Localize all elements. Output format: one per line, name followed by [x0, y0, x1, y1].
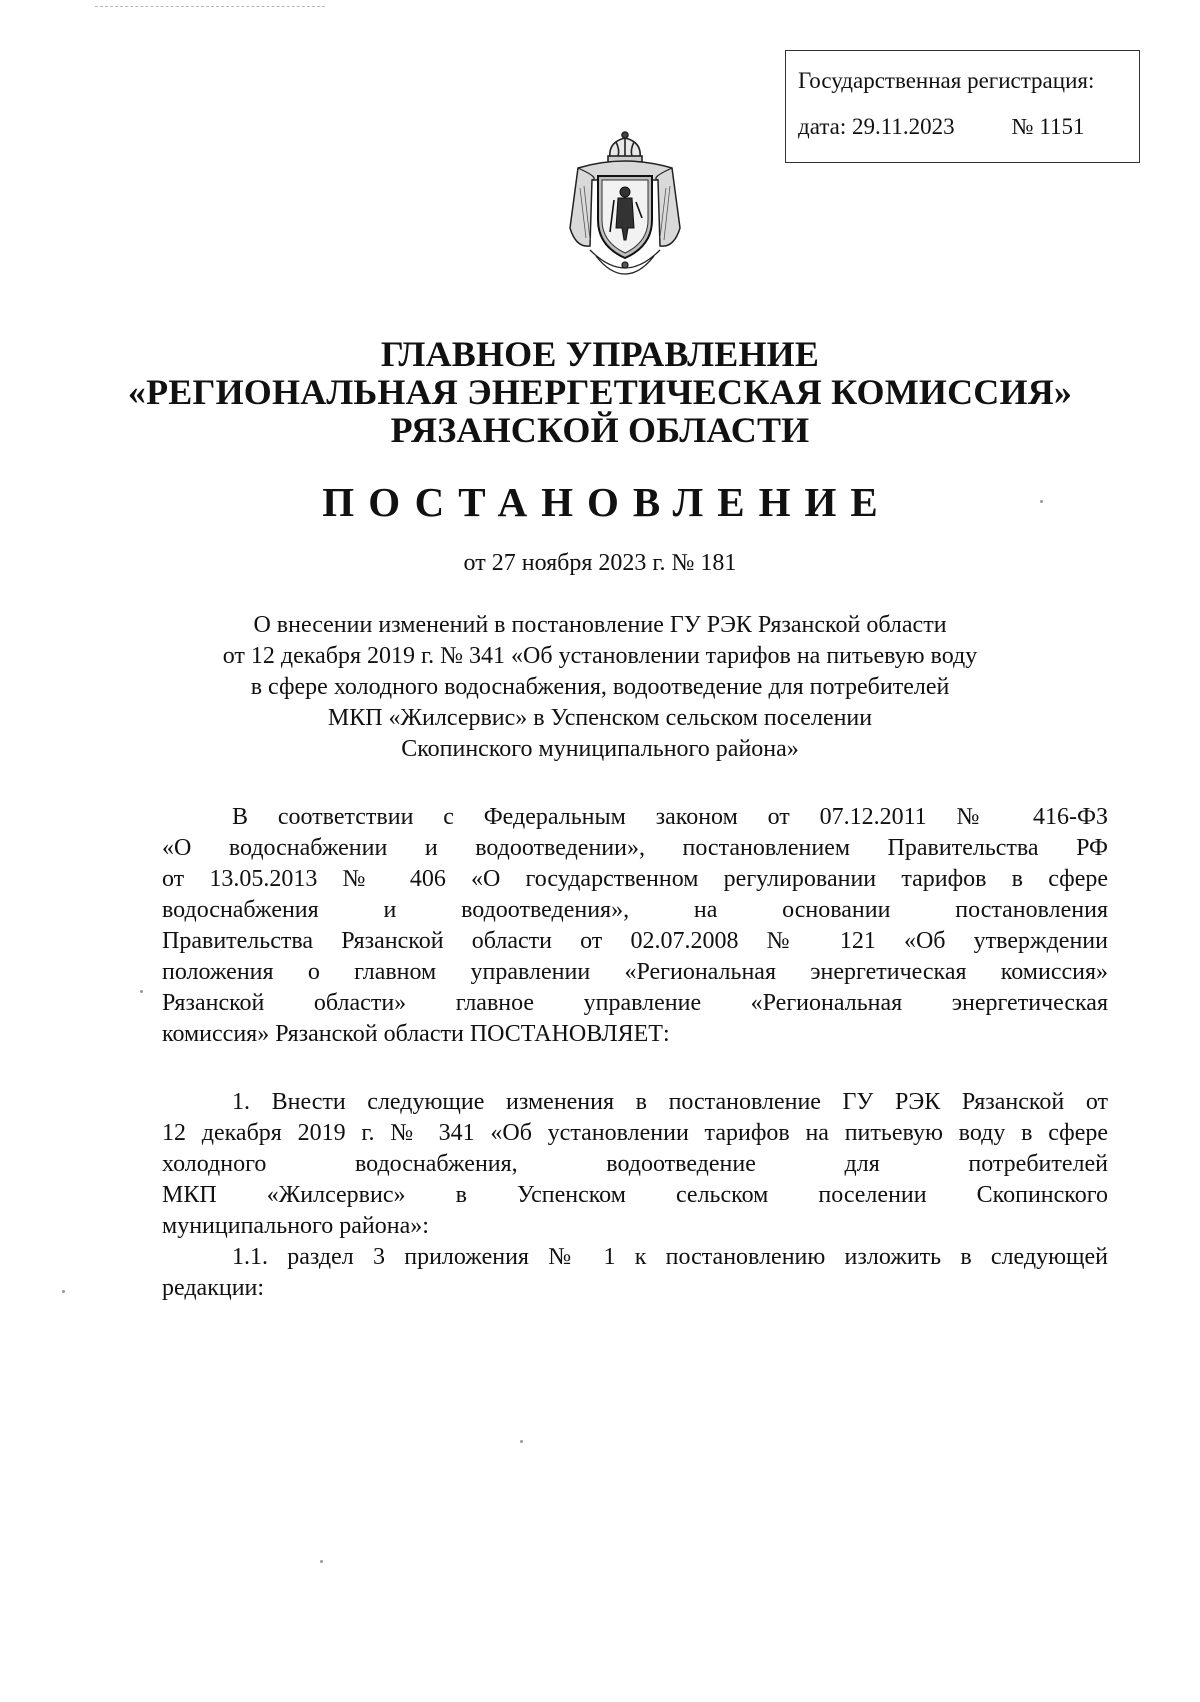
- paragraph-line: В соответствии с Федеральным законом от 07.12.2011 № 416-ФЗ: [232, 804, 1108, 830]
- scan-speck: [140, 990, 143, 993]
- registration-row: [798, 115, 1139, 138]
- subject-line: от 12 декабря 2019 г. № 341 «Об установлении тарифов на питьевую воду: [222, 643, 978, 669]
- authority-title-line: ГЛАВНОЕ УПРАВЛЕНИЕ: [380, 334, 820, 374]
- paragraph-line: 1. Внести следующие изменения в постановление ГУ РЭК Рязанской от: [232, 1089, 1108, 1115]
- document-type: ПОСТАНОВЛЕНИЕ: [322, 479, 892, 525]
- registration-title: Государственная регистрация:: [798, 68, 1095, 93]
- paragraph-line: Правительства Рязанской области от 02.07.2008 № 121 «Об утверждении: [162, 928, 1108, 954]
- document-date-number: от 27 ноября 2023 г. № 181: [463, 550, 737, 576]
- coat-of-arms-icon: [560, 128, 690, 276]
- subject-line: в сфере холодного водоснабжения, водоотведение для потребителей: [250, 674, 950, 700]
- paragraph-line: комиссия» Рязанской области ПОСТАНОВЛЯЕТ:: [162, 1021, 670, 1047]
- scan-speck: [320, 1560, 323, 1563]
- scan-speck: [62, 1290, 65, 1293]
- registration-date: дата: 29.11.2023: [798, 114, 955, 139]
- authority-title-line: «РЕГИОНАЛЬНАЯ ЭНЕРГЕТИЧЕСКАЯ КОМИССИЯ»: [127, 372, 1073, 412]
- paragraph-line: холодного водоснабжения, водоотведение для потребителей: [162, 1151, 1108, 1177]
- paragraph-line: водоснабжения и водоотведения», на основании постановления: [162, 897, 1108, 923]
- paragraph-line: от 13.05.2013 № 406 «О государственном регулировании тарифов в сфере: [162, 866, 1108, 892]
- paragraph-line: редакции:: [162, 1275, 265, 1301]
- paragraph-line: 1.1. раздел 3 приложения № 1 к постановлению изложить в следующей: [232, 1244, 1108, 1270]
- paragraph-line: муниципального района»:: [162, 1213, 429, 1239]
- registration-number: № 1151: [1011, 114, 1085, 139]
- item-1-paragraph: [162, 1087, 1108, 1242]
- paragraph-line: «О водоснабжении и водоотведении», постановлением Правительства РФ: [162, 835, 1108, 861]
- paragraph-line: Рязанской области» главное управление «Региональная энергетическая: [162, 990, 1108, 1016]
- subject-line: О внесении изменений в постановление ГУ РЭК Рязанской области: [253, 612, 947, 638]
- registration-stamp-box: [785, 50, 1140, 163]
- scan-speck: [520, 1440, 523, 1443]
- paragraph-line: положения о главном управлении «Региональная энергетическая комиссия»: [162, 959, 1108, 985]
- preamble-paragraph: [162, 802, 1108, 1050]
- paragraph-line: 12 декабря 2019 г. № 341 «Об установлении тарифов на питьевую воду в сфере: [162, 1120, 1108, 1146]
- subject-line: МКП «Жилсервис» в Успенском сельском поселении: [327, 705, 873, 731]
- scan-artifact-line: [95, 6, 325, 7]
- authority-title: [0, 335, 1200, 449]
- item-1-1-paragraph: [162, 1242, 1108, 1304]
- paragraph-line: МКП «Жилсервис» в Успенском сельском поселении Скопинского: [162, 1182, 1108, 1208]
- subject-line: Скопинского муниципального района»: [401, 736, 799, 762]
- scan-speck: [1040, 500, 1043, 503]
- authority-title-line: РЯЗАНСКОЙ ОБЛАСТИ: [390, 410, 810, 450]
- document-subject: [0, 610, 1200, 765]
